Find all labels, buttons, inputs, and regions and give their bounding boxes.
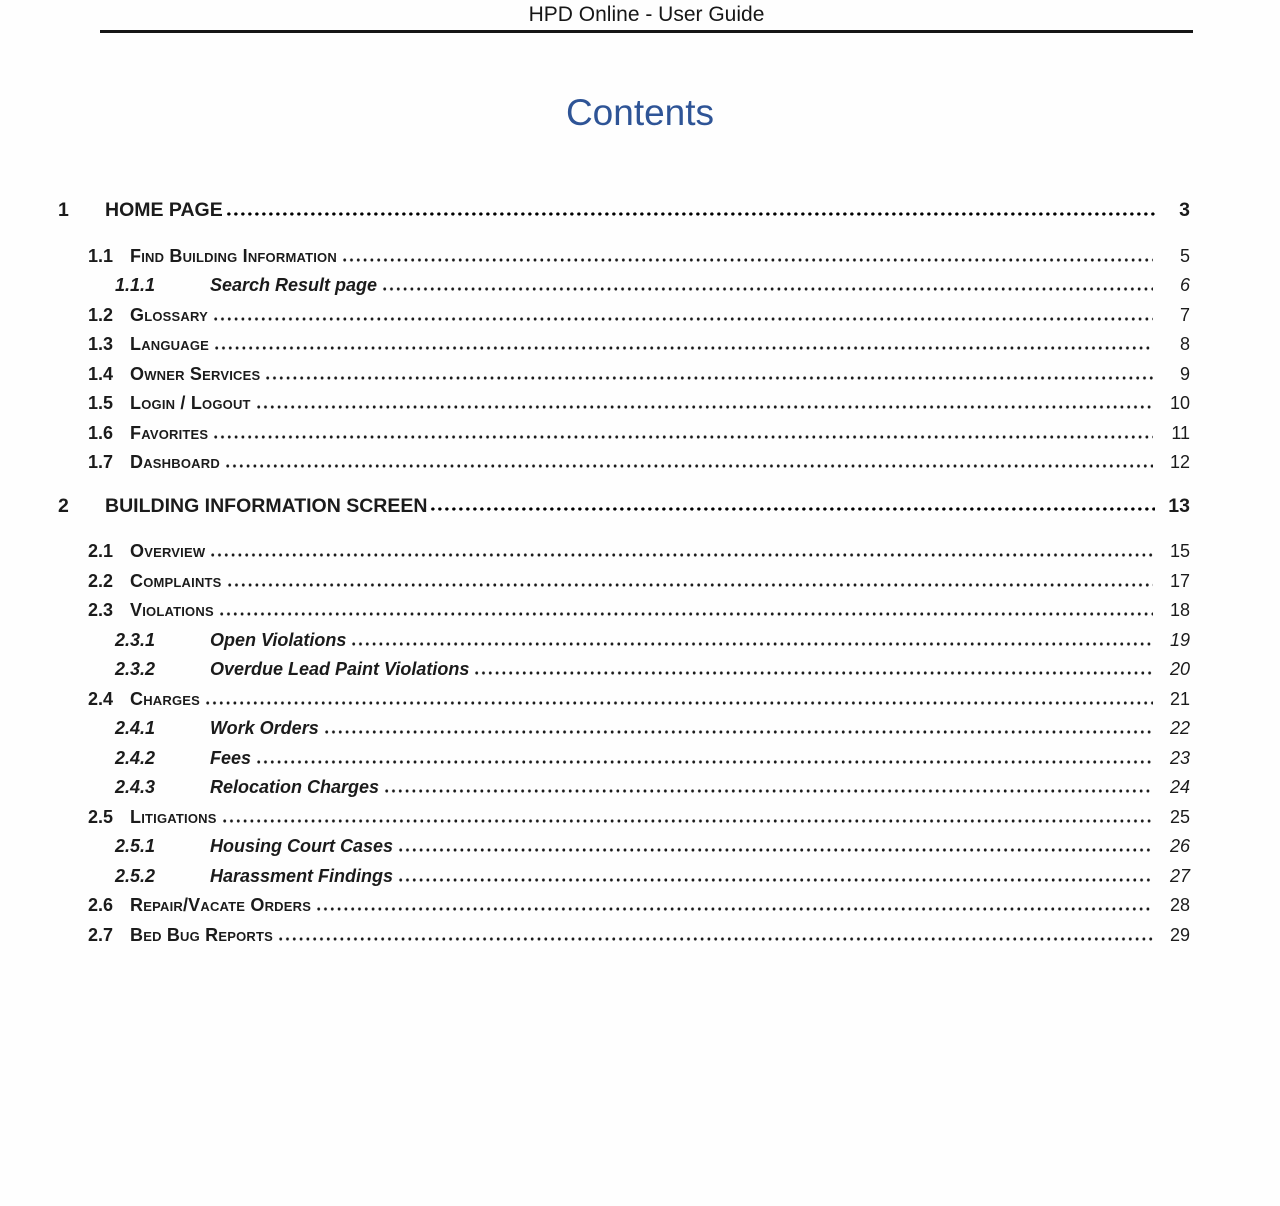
entry-number: 2.4 xyxy=(88,688,114,709)
entry-number: 2.3.1 xyxy=(115,629,156,650)
dot-leader xyxy=(227,212,1155,216)
toc-entry[interactable] xyxy=(58,685,1190,715)
entry-label: Overdue Lead Paint Violations xyxy=(210,659,470,679)
entry-label: Owner Services xyxy=(130,363,261,384)
entry-label: Complaints xyxy=(130,570,222,591)
dot-leader xyxy=(266,376,1153,380)
toc-entry[interactable] xyxy=(58,492,1190,522)
entry-page: 7 xyxy=(1179,304,1190,325)
entry-page: 19 xyxy=(1169,629,1190,650)
entry-number: 1 xyxy=(58,199,69,221)
entry-label: HOME PAGE xyxy=(105,199,223,221)
toc-entry[interactable] xyxy=(58,803,1190,833)
toc-entry[interactable] xyxy=(58,271,1190,301)
entry-page: 26 xyxy=(1169,836,1190,856)
toc-entry[interactable] xyxy=(58,330,1190,360)
page-header-title: HPD Online - User Guide xyxy=(528,3,765,26)
toc-entry[interactable] xyxy=(58,714,1190,744)
entry-page: 9 xyxy=(1179,363,1190,384)
toc-entry[interactable] xyxy=(58,832,1190,862)
dot-leader xyxy=(257,760,1153,764)
toc-entry[interactable] xyxy=(58,921,1190,951)
entry-number: 1.6 xyxy=(88,422,114,443)
dot-leader xyxy=(325,730,1153,734)
entry-number: 2.2 xyxy=(88,570,114,591)
entry-label: Language xyxy=(130,334,210,354)
toc-entry[interactable] xyxy=(58,389,1190,419)
dot-leader xyxy=(214,435,1153,439)
dot-leader xyxy=(475,671,1153,675)
entry-page: 13 xyxy=(1168,494,1190,517)
entry-label: Litigations xyxy=(130,806,217,827)
entry-page: 18 xyxy=(1169,600,1190,620)
toc-entry[interactable] xyxy=(58,596,1190,626)
entry-page: 5 xyxy=(1179,245,1190,266)
entry-label: Work Orders xyxy=(210,718,319,738)
entry-label: Open Violations xyxy=(210,629,347,650)
toc-entry[interactable] xyxy=(58,862,1190,892)
entry-label: Find Building Information xyxy=(130,245,337,266)
entry-page: 15 xyxy=(1169,541,1190,561)
entry-page: 3 xyxy=(1179,199,1190,221)
entry-number: 1.5 xyxy=(88,393,114,413)
toc-entry[interactable] xyxy=(58,448,1190,478)
toc-entry[interactable] xyxy=(58,301,1190,331)
entry-page: 6 xyxy=(1179,275,1190,295)
entry-label: Bed Bug Reports xyxy=(130,924,274,945)
dot-leader xyxy=(211,553,1153,557)
entry-page: 28 xyxy=(1169,895,1190,915)
toc-entry[interactable] xyxy=(58,419,1190,449)
entry-number: 1.7 xyxy=(88,452,114,472)
dot-leader xyxy=(228,583,1153,587)
entry-page: 11 xyxy=(1171,422,1190,443)
dot-leader xyxy=(226,464,1153,468)
entry-number: 1.4 xyxy=(88,363,114,384)
entry-number: 2.6 xyxy=(88,895,114,915)
entry-page: 23 xyxy=(1169,747,1190,768)
entry-number: 2.5 xyxy=(88,806,114,827)
dot-leader xyxy=(257,405,1153,409)
entry-page: 25 xyxy=(1169,806,1190,827)
toc-entry[interactable] xyxy=(58,626,1190,656)
entry-number: 2 xyxy=(58,494,69,517)
entry-page: 27 xyxy=(1169,865,1190,886)
table-of-contents xyxy=(58,196,1190,950)
dot-leader xyxy=(223,819,1153,823)
entry-page: 17 xyxy=(1169,570,1190,591)
toc-entry[interactable] xyxy=(58,891,1190,921)
dot-leader xyxy=(352,642,1153,646)
page-title: Contents xyxy=(565,92,715,133)
entry-number: 2.1 xyxy=(88,541,114,561)
entry-number: 2.7 xyxy=(88,924,114,945)
entry-page: 22 xyxy=(1169,718,1190,738)
entry-number: 2.3.2 xyxy=(115,659,156,679)
toc-entry[interactable] xyxy=(58,744,1190,774)
entry-number: 2.4.1 xyxy=(115,718,156,738)
dot-leader xyxy=(220,612,1153,616)
dot-leader xyxy=(399,878,1153,882)
entry-page: 8 xyxy=(1179,334,1190,354)
entry-number: 1.2 xyxy=(88,304,114,325)
toc-entry[interactable] xyxy=(58,655,1190,685)
dot-leader xyxy=(215,346,1153,350)
entry-page: 12 xyxy=(1169,452,1190,472)
entry-label: Dashboard xyxy=(130,452,220,472)
entry-label: Harassment Findings xyxy=(210,865,394,886)
entry-page: 21 xyxy=(1169,688,1190,709)
entry-label: Charges xyxy=(130,688,201,709)
entry-number: 1.3 xyxy=(88,334,114,354)
entry-page: 20 xyxy=(1169,659,1190,679)
entry-label: BUILDING INFORMATION SCREEN xyxy=(105,494,428,517)
entry-number: 2.5.1 xyxy=(115,836,156,856)
dot-leader xyxy=(279,937,1153,941)
entry-label: Glossary xyxy=(130,304,208,325)
entry-number: 2.3 xyxy=(88,600,114,620)
entry-number: 2.4.3 xyxy=(115,777,156,797)
dot-leader xyxy=(206,701,1153,705)
dot-leader xyxy=(399,848,1153,852)
entry-page: 24 xyxy=(1169,777,1190,797)
toc-entry[interactable] xyxy=(58,773,1190,803)
entry-label: Violations xyxy=(130,600,214,620)
entry-label: Repair/Vacate Orders xyxy=(130,895,312,915)
entry-number: 2.5.2 xyxy=(115,865,156,886)
dot-leader xyxy=(431,507,1155,511)
dot-leader xyxy=(343,258,1153,262)
entry-number: 1.1 xyxy=(88,245,114,266)
dot-leader xyxy=(385,789,1153,793)
entry-label: Search Result page xyxy=(210,275,378,295)
toc-entry[interactable] xyxy=(58,242,1190,272)
dot-leader xyxy=(383,287,1153,291)
dot-leader xyxy=(214,317,1153,321)
entry-number: 1.1.1 xyxy=(115,275,156,295)
entry-page: 29 xyxy=(1169,924,1190,945)
toc-entry[interactable] xyxy=(58,196,1190,226)
toc-entry[interactable] xyxy=(58,537,1190,567)
toc-entry[interactable] xyxy=(58,360,1190,390)
dot-leader xyxy=(317,907,1153,911)
entry-number: 2.4.2 xyxy=(115,747,156,768)
entry-label: Relocation Charges xyxy=(210,777,380,797)
toc-entry[interactable] xyxy=(58,567,1190,597)
entry-page: 10 xyxy=(1169,393,1190,413)
entry-label: Fees xyxy=(210,747,252,768)
entry-label: Housing Court Cases xyxy=(210,836,394,856)
entry-label: Overview xyxy=(130,541,206,561)
entry-label: Favorites xyxy=(130,422,209,443)
entry-label: Login / Logout xyxy=(130,393,251,413)
header-rule-divider xyxy=(100,30,1193,33)
